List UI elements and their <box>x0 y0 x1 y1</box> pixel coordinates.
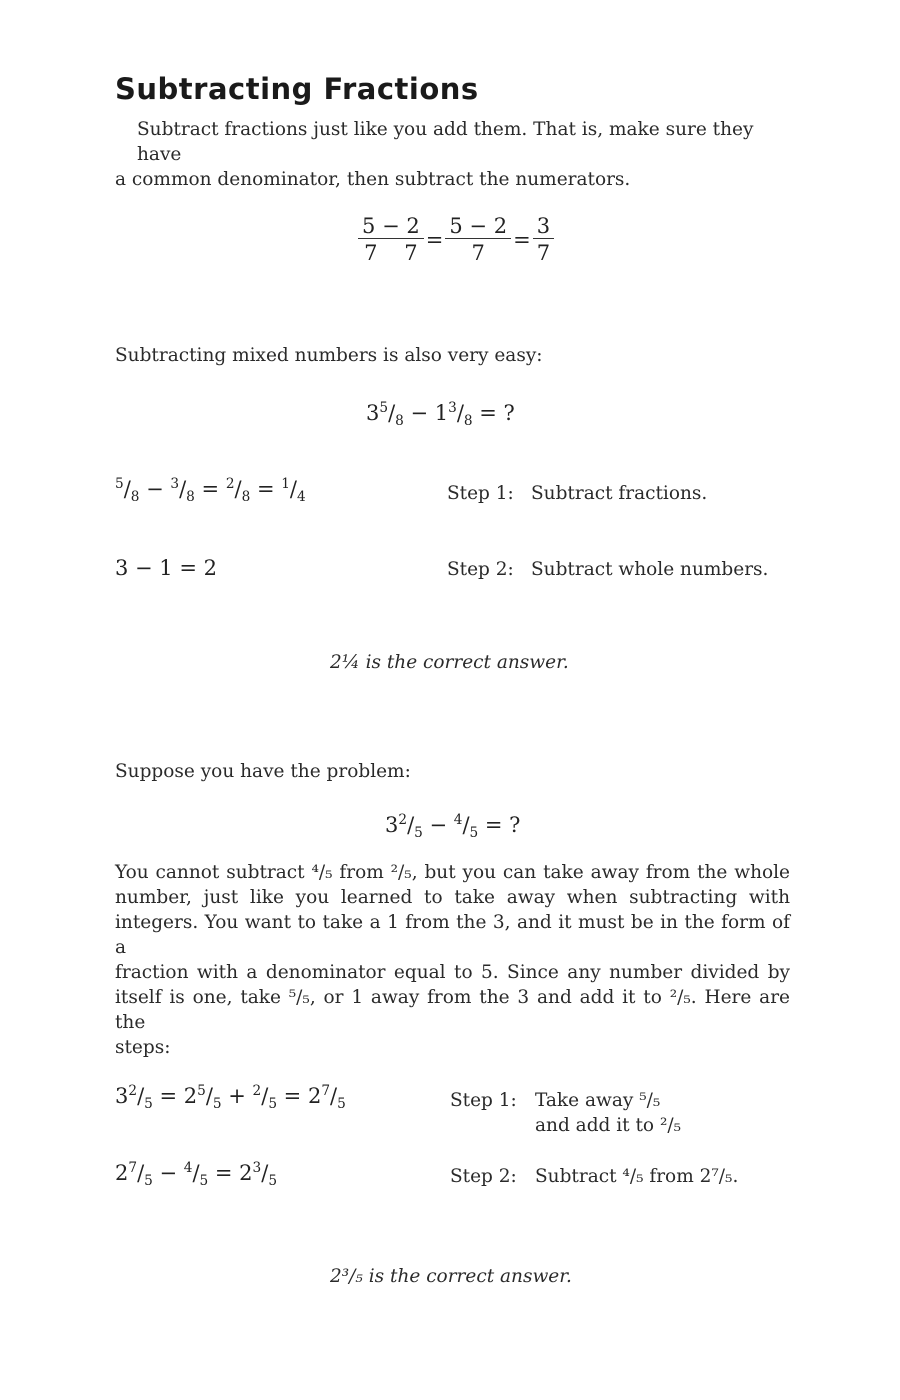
explain-line: You cannot subtract ⁴/₅ from ²/₅, but you can take away from the whole <box>115 862 790 883</box>
step2-text: Subtract whole numbers. <box>531 559 769 580</box>
mixed-numbers-intro: Subtracting mixed numbers is also very easy: <box>115 345 543 366</box>
ex2-step1-text: Take away ⁵/₅ and add it to ²/₅ <box>535 1090 682 1136</box>
suppose-text: Suppose you have the problem: <box>115 761 411 782</box>
explain-line: itself is one, take ⁵/₅, or 1 away from the 3 and add it to ²/₅. Here are the <box>115 987 790 1033</box>
equals-sign: = <box>513 227 531 252</box>
step1-math: $^5/_8 - ^3/_8 = ^2/_8 = ^1/_4$ <box>115 476 306 506</box>
explain-line: fraction with a denominator equal to 5. Since any number divided by <box>115 962 790 983</box>
fraction-equation <box>358 214 554 265</box>
answer-1: 2¼ is the correct answer. <box>330 652 569 673</box>
step1-label: Step 1: <box>447 483 514 504</box>
step2-label: Step 2: <box>447 559 514 580</box>
step2-borrow-math: $2^7/_5 - ^4/_5 = 2^3/_5$ <box>115 1160 277 1190</box>
page-title: Subtracting Fractions <box>115 72 479 106</box>
step2-math: 3 − 1 = 2 <box>115 556 217 580</box>
intro-line-2: a common denominator, then subtract the numerators. <box>115 169 631 190</box>
intro-paragraph <box>115 117 795 192</box>
step1-borrow-math: $3^2/_5 = 2^5/_5 + ^2/_5 = 2^7/_5$ <box>115 1083 346 1113</box>
fraction-left: $\frac{5 - 2}{7 7}$ <box>358 214 424 265</box>
mixed-problem-1: $3^5/_8 - 1^3/_8$ = ? <box>366 400 515 430</box>
equals-sign: = <box>425 227 444 252</box>
ex2-step2-text: Subtract ⁴/₅ from 2⁷/₅. <box>535 1166 739 1187</box>
fraction-middle: $\frac{5 - 2}{7}$ <box>445 214 511 265</box>
answer-2: 2³/₅ is the correct answer. <box>330 1266 572 1287</box>
fraction-result: $\frac{3}{7}$ <box>533 214 554 265</box>
explain-line: steps: <box>115 1037 171 1058</box>
mixed-problem-2: $3^2/_5 - ^4/_5$ = ? <box>385 812 521 842</box>
explain-line: integers. You want to take a 1 from the 3, and it must be in the form of a <box>115 912 790 958</box>
ex2-step1-label: Step 1: <box>450 1090 517 1111</box>
step1-text: Subtract fractions. <box>531 483 708 504</box>
borrowing-explanation <box>115 860 790 1060</box>
ex2-step2-label: Step 2: <box>450 1166 517 1187</box>
explain-line: number, just like you learned to take away when subtracting with <box>115 887 790 908</box>
intro-line-1: Subtract fractions just like you add them. That is, make sure they have <box>137 119 754 165</box>
